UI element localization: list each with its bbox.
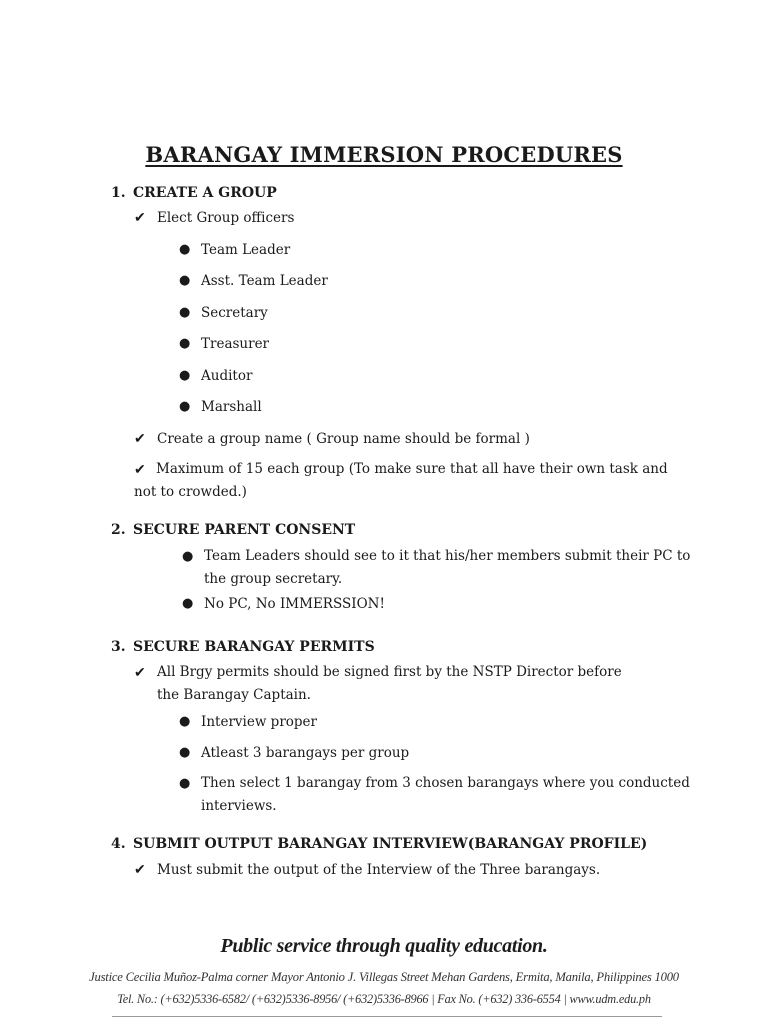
list-item: All Brgy permits should be signed first by the NSTP Director before the Barangay Captain.: [157, 664, 622, 703]
check-icon: ✔: [134, 862, 146, 878]
sub-list-item: Secretary: [201, 305, 268, 321]
section-title: SUBMIT OUTPUT BARANGAY INTERVIEW(BARANGAY PROFILE): [133, 836, 648, 852]
check-icon: ✔: [134, 462, 146, 478]
section-number: 1.: [111, 185, 126, 201]
bullet-icon: ●: [179, 305, 191, 320]
section-number: 4.: [111, 836, 126, 852]
check-icon: ✔: [134, 431, 146, 447]
check-icon: ✔: [134, 210, 146, 226]
sub-list-item: Marshall: [201, 399, 262, 415]
sub-list-item: Interview proper: [201, 714, 317, 730]
footer-contact: Tel. No.: (+632)5336-6582/ (+632)5336-8956/ (+632)5336-8966 | Fax No. (+632) 336-6554 | www.udm.edu.ph: [117, 992, 651, 1006]
section-title: SECURE PARENT CONSENT: [133, 522, 356, 538]
list-item: Create a group name ( Group name should be formal ): [157, 431, 530, 447]
sub-list-item: Team Leaders should see to it that his/her members submit their PC to the group secretary.: [204, 548, 691, 587]
bullet-icon: ●: [179, 776, 191, 791]
bullet-icon: ●: [179, 714, 191, 729]
bullet-icon: ●: [179, 745, 191, 760]
section-number: 2.: [111, 522, 126, 538]
footer-motto: Public service through quality education.: [220, 935, 548, 957]
sub-list-item: Then select 1 barangay from 3 chosen barangays where you conducted interviews.: [201, 775, 690, 814]
bullet-icon: ●: [182, 549, 194, 564]
bullet-icon: ●: [182, 596, 194, 611]
list-item: Must submit the output of the Interview of the Three barangays.: [157, 862, 601, 878]
sub-list-item: Treasurer: [201, 336, 270, 352]
check-icon: ✔: [134, 665, 146, 681]
sub-list-item: Atleast 3 barangays per group: [201, 745, 410, 761]
page-title: BARANGAY IMMERSION PROCEDURES: [145, 142, 623, 167]
section-3-heading: [111, 639, 375, 655]
sub-list-item: Auditor: [201, 368, 253, 384]
section-4-heading: [111, 836, 647, 852]
footer-divider: [112, 1016, 662, 1017]
bullet-icon: ●: [179, 273, 191, 288]
section-title: SECURE BARANGAY PERMITS: [133, 639, 375, 655]
list-item: Maximum of 15 each group (To make sure that all have their own task and not to crowded.): [134, 461, 668, 500]
section-number: 3.: [111, 639, 126, 655]
sub-list-item: Team Leader: [201, 242, 291, 258]
section-2-heading: [111, 522, 355, 538]
footer-address: Justice Cecilia Muñoz-Palma corner Mayor Antonio J. Villegas Street Mehan Gardens, Ermita, Manila, Philippines 1000: [89, 970, 679, 984]
sub-list-item: No PC, No IMMERSSION!: [204, 596, 385, 612]
list-item: Elect Group officers: [157, 210, 295, 226]
bullet-icon: ●: [179, 242, 191, 257]
bullet-icon: ●: [179, 399, 191, 414]
section-title: CREATE A GROUP: [133, 185, 277, 201]
bullet-icon: ●: [179, 368, 191, 383]
section-1-heading: [111, 185, 277, 201]
bullet-icon: ●: [179, 336, 191, 351]
sub-list-item: Asst. Team Leader: [201, 273, 328, 289]
